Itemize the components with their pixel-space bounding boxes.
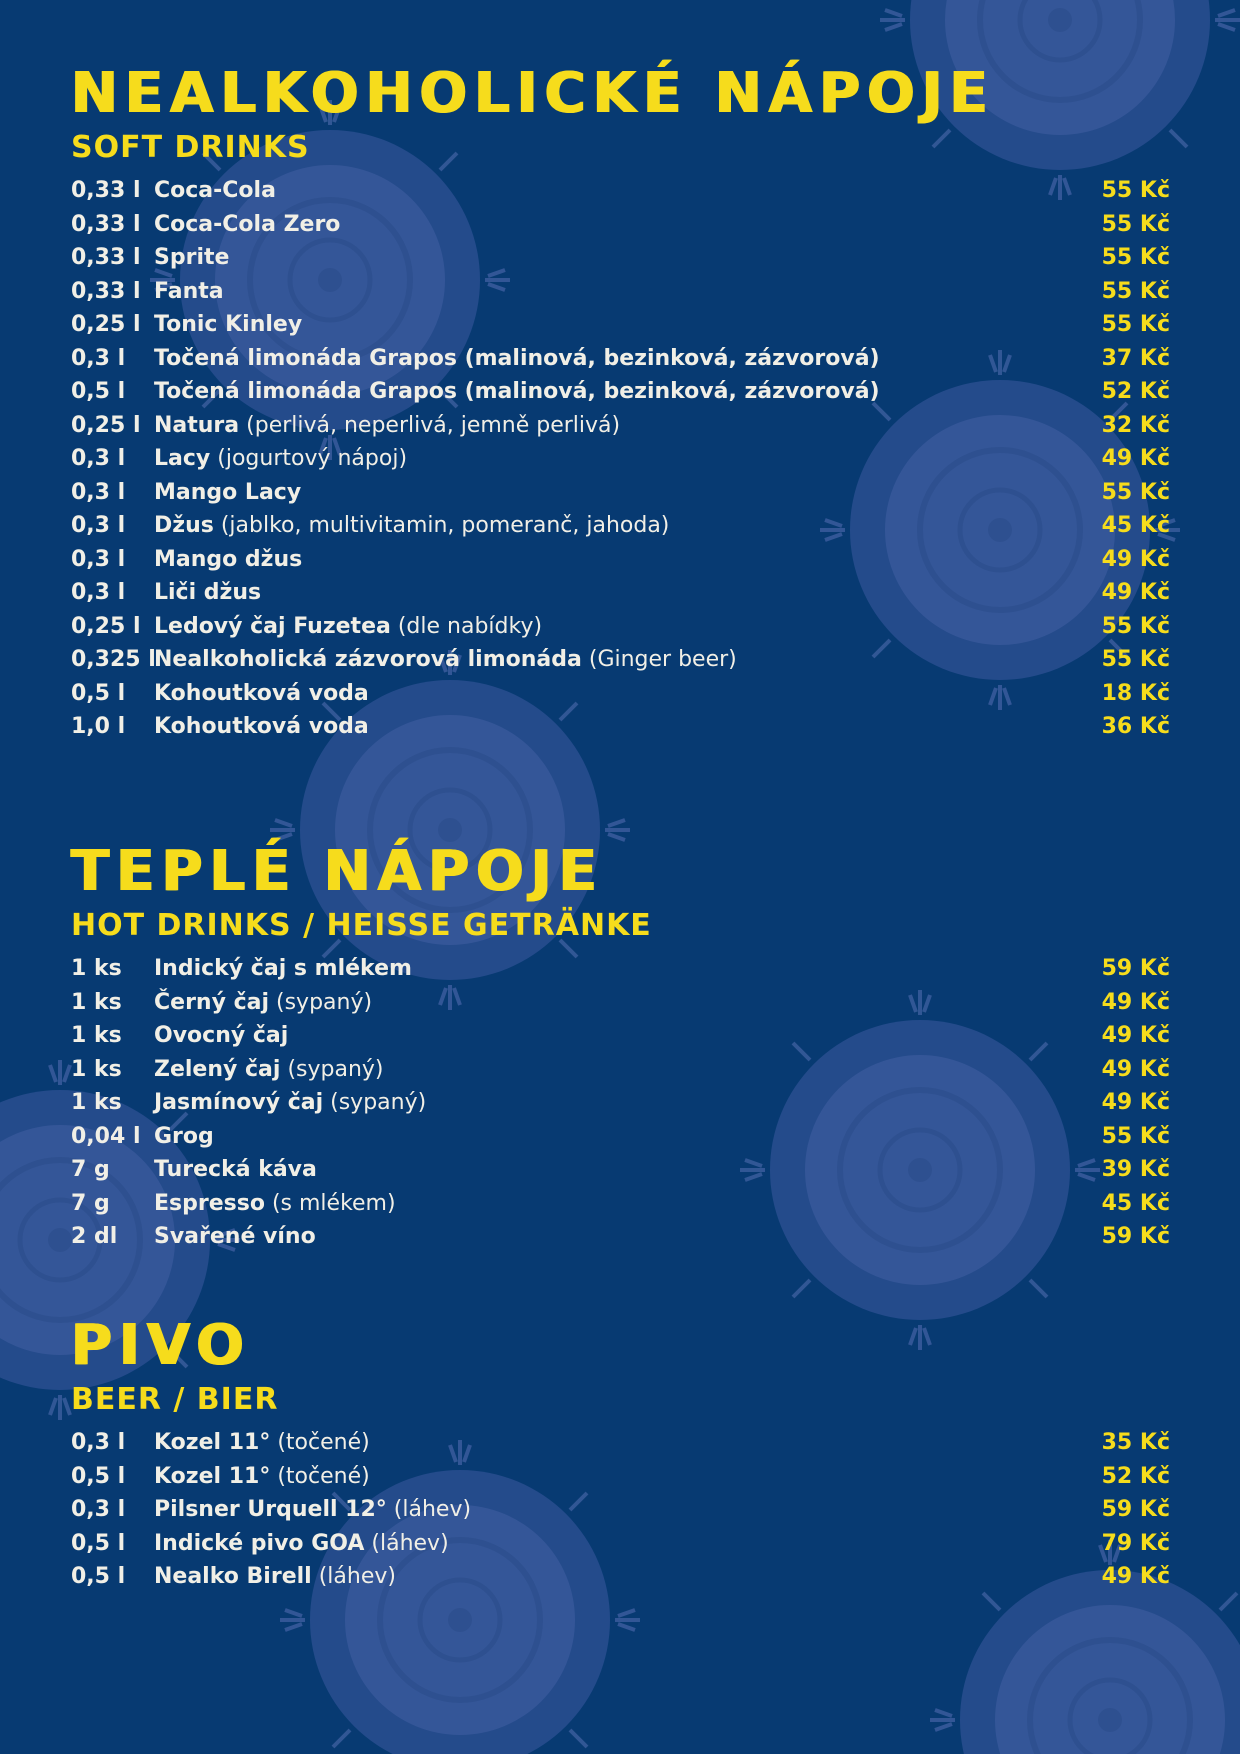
item-name: Svařené víno xyxy=(154,1224,316,1249)
menu-item xyxy=(71,986,1170,1020)
menu-list xyxy=(71,174,1170,744)
item-price: 45 Kč xyxy=(1101,1190,1170,1216)
item-quantity: 0,5 l xyxy=(71,680,126,706)
item-price: 52 Kč xyxy=(1101,379,1170,404)
menu-item xyxy=(71,1460,1170,1494)
menu-item xyxy=(71,342,1170,376)
item-name: Točená limonáda Grapos (malinová, bezinková, zázvorová) xyxy=(154,345,880,371)
item-name: Indické pivo GOA xyxy=(154,1530,365,1556)
item-price: 55 Kč xyxy=(1101,178,1170,203)
menu-item xyxy=(71,1560,1170,1594)
item-price: 49 Kč xyxy=(1101,1090,1170,1115)
item-name-wrapper xyxy=(154,677,369,711)
item-name: Kohoutková voda xyxy=(154,714,369,739)
menu-item xyxy=(71,241,1170,275)
item-quantity: 1 ks xyxy=(71,1056,122,1082)
item-note: (sypaný) xyxy=(330,1090,427,1115)
item-quantity: 0,325 l xyxy=(71,647,156,672)
item-quantity: 1 ks xyxy=(71,1090,122,1115)
item-name-wrapper xyxy=(154,1019,288,1053)
item-name-wrapper xyxy=(154,1120,214,1154)
item-name: Ovocný čaj xyxy=(154,1023,289,1048)
item-name: Jasmínový čaj xyxy=(154,1090,324,1115)
item-name: Natura xyxy=(154,412,240,438)
menu-item xyxy=(71,710,1170,744)
item-price: 45 Kč xyxy=(1101,513,1170,538)
menu-list xyxy=(71,952,1170,1254)
item-name-wrapper xyxy=(154,509,669,543)
item-name: Mango Lacy xyxy=(154,479,302,505)
item-name: Zelený čaj xyxy=(154,1056,281,1082)
item-quantity: 7 g xyxy=(71,1157,110,1182)
item-name: Nealkoholická zázvorová limonáda xyxy=(154,647,582,672)
item-quantity: 0,33 l xyxy=(71,178,141,203)
menu-item xyxy=(71,1019,1170,1053)
menu-item xyxy=(71,308,1170,342)
item-name-wrapper xyxy=(154,275,224,309)
item-note: (sypaný) xyxy=(287,1056,384,1082)
item-name-wrapper xyxy=(154,375,880,409)
item-name-wrapper xyxy=(154,1527,449,1561)
item-price: 49 Kč xyxy=(1101,446,1170,471)
item-price: 39 Kč xyxy=(1101,1157,1170,1182)
item-quantity: 0,3 l xyxy=(71,546,126,572)
menu-item xyxy=(71,1053,1170,1087)
item-price: 32 Kč xyxy=(1101,412,1170,438)
item-name-wrapper xyxy=(154,952,412,986)
item-note: (dle nabídky) xyxy=(397,613,543,639)
item-name-wrapper xyxy=(154,442,407,476)
item-name-wrapper xyxy=(154,208,340,242)
item-name-wrapper xyxy=(154,342,880,376)
item-quantity: 1 ks xyxy=(71,989,122,1015)
item-note: (Ginger beer) xyxy=(588,647,737,672)
menu-item xyxy=(71,442,1170,476)
item-name: Ledový čaj Fuzetea xyxy=(154,613,391,639)
section-title: NEALKOHOLICKÉ NÁPOJE xyxy=(71,61,995,126)
item-price: 55 Kč xyxy=(1101,245,1170,270)
item-name-wrapper xyxy=(154,1153,317,1187)
section-subtitle: HOT DRINKS / HEISSE GETRÄNKE xyxy=(71,908,652,943)
item-name: Lacy xyxy=(154,446,211,471)
menu-item xyxy=(71,1086,1170,1120)
section-subtitle: BEER / BIER xyxy=(71,1382,279,1417)
item-name-wrapper xyxy=(154,1460,370,1494)
item-price: 49 Kč xyxy=(1101,1056,1170,1082)
item-name-wrapper xyxy=(154,1086,426,1120)
menu-item xyxy=(71,208,1170,242)
item-quantity: 0,5 l xyxy=(71,1530,126,1556)
item-name-wrapper xyxy=(154,643,737,677)
menu-item xyxy=(71,409,1170,443)
item-quantity: 0,04 l xyxy=(71,1123,141,1149)
item-quantity: 0,3 l xyxy=(71,1430,126,1455)
item-price: 49 Kč xyxy=(1101,580,1170,605)
item-note: (jablko, multivitamin, pomeranč, jahoda) xyxy=(220,513,670,538)
menu-item xyxy=(71,1426,1170,1460)
menu-list xyxy=(71,1426,1170,1594)
item-name: Kohoutková voda xyxy=(154,680,369,706)
item-quantity: 0,25 l xyxy=(71,613,141,639)
item-quantity: 0,3 l xyxy=(71,580,126,605)
item-price: 55 Kč xyxy=(1101,278,1170,304)
menu-item xyxy=(71,275,1170,309)
item-name-wrapper xyxy=(154,610,542,644)
item-price: 59 Kč xyxy=(1101,1497,1170,1522)
item-note: (točené) xyxy=(277,1463,370,1489)
item-quantity: 0,25 l xyxy=(71,312,141,337)
item-name-wrapper xyxy=(154,1187,396,1221)
item-note: (láhev) xyxy=(371,1530,449,1556)
menu-item xyxy=(71,576,1170,610)
menu-item xyxy=(71,375,1170,409)
item-name: Točená limonáda Grapos (malinová, bezinková, zázvorová) xyxy=(154,379,880,404)
item-name: Grog xyxy=(154,1123,214,1149)
item-name: Tonic Kinley xyxy=(154,312,303,337)
item-price: 55 Kč xyxy=(1101,312,1170,337)
item-quantity: 0,33 l xyxy=(71,211,141,237)
item-price: 49 Kč xyxy=(1101,1564,1170,1589)
section-hot-drinks xyxy=(71,840,1170,1254)
section-title: TEPLÉ NÁPOJE xyxy=(71,839,604,904)
item-name-wrapper xyxy=(154,308,302,342)
item-quantity: 0,3 l xyxy=(71,513,126,538)
item-quantity: 0,3 l xyxy=(71,345,126,371)
item-name-wrapper xyxy=(154,409,620,443)
menu-item xyxy=(71,1187,1170,1221)
item-quantity: 1 ks xyxy=(71,1023,122,1048)
menu-item xyxy=(71,1527,1170,1561)
item-quantity: 0,33 l xyxy=(71,278,141,304)
item-price: 49 Kč xyxy=(1101,1023,1170,1048)
menu-item xyxy=(71,174,1170,208)
item-price: 59 Kč xyxy=(1101,1224,1170,1249)
item-price: 55 Kč xyxy=(1101,1123,1170,1149)
menu-item xyxy=(71,643,1170,677)
item-note: (láhev) xyxy=(318,1564,396,1589)
item-name-wrapper xyxy=(154,1053,384,1087)
item-quantity: 0,25 l xyxy=(71,412,141,438)
item-name-wrapper xyxy=(154,1426,370,1460)
item-quantity: 0,5 l xyxy=(71,1463,126,1489)
item-note: (točené) xyxy=(277,1430,370,1455)
item-quantity: 0,33 l xyxy=(71,245,141,270)
item-name: Černý čaj xyxy=(154,989,270,1015)
item-name: Espresso xyxy=(154,1190,265,1216)
item-note: (láhev) xyxy=(393,1497,472,1522)
item-name-wrapper xyxy=(154,710,369,744)
section-soft-drinks xyxy=(71,62,1170,744)
section-beer xyxy=(71,1314,1170,1594)
item-price: 55 Kč xyxy=(1101,613,1170,639)
item-name: Turecká káva xyxy=(154,1157,317,1182)
item-price: 55 Kč xyxy=(1101,647,1170,672)
item-price: 18 Kč xyxy=(1101,680,1170,706)
menu-item xyxy=(71,476,1170,510)
item-name-wrapper xyxy=(154,1493,471,1527)
item-name: Mango džus xyxy=(154,546,303,572)
item-name: Fanta xyxy=(154,278,224,304)
item-name-wrapper xyxy=(154,543,302,577)
item-name-wrapper xyxy=(154,1560,396,1594)
menu-item xyxy=(71,677,1170,711)
item-name-wrapper xyxy=(154,986,372,1020)
menu-item xyxy=(71,1493,1170,1527)
item-price: 49 Kč xyxy=(1101,546,1170,572)
item-name: Džus xyxy=(154,513,214,538)
item-quantity: 0,3 l xyxy=(71,446,126,471)
item-name: Pilsner Urquell 12° xyxy=(154,1497,387,1522)
item-price: 59 Kč xyxy=(1101,956,1170,981)
item-name: Coca-Cola Zero xyxy=(154,211,341,237)
item-price: 35 Kč xyxy=(1101,1430,1170,1455)
item-name-wrapper xyxy=(154,476,301,510)
menu-item xyxy=(71,952,1170,986)
menu-item xyxy=(71,1153,1170,1187)
item-price: 36 Kč xyxy=(1101,714,1170,739)
item-price: 79 Kč xyxy=(1101,1530,1170,1556)
item-note: (sypaný) xyxy=(276,989,373,1015)
item-name: Sprite xyxy=(154,245,230,270)
menu-item xyxy=(71,610,1170,644)
item-note: (jogurtový nápoj) xyxy=(217,446,408,471)
menu-item xyxy=(71,1120,1170,1154)
menu-item xyxy=(71,1220,1170,1254)
item-quantity: 1 ks xyxy=(71,956,122,981)
item-name: Nealko Birell xyxy=(154,1564,312,1589)
item-name-wrapper xyxy=(154,174,276,208)
item-price: 49 Kč xyxy=(1101,989,1170,1015)
item-quantity: 0,5 l xyxy=(71,379,126,404)
item-name: Kozel 11° xyxy=(154,1463,271,1489)
item-name: Liči džus xyxy=(154,580,262,605)
menu-item xyxy=(71,543,1170,577)
item-note: (perlivá, neperlivá, jemně perlivá) xyxy=(246,412,621,438)
item-price: 37 Kč xyxy=(1101,345,1170,371)
item-name-wrapper xyxy=(154,576,261,610)
section-subtitle: SOFT DRINKS xyxy=(71,130,310,165)
item-quantity: 7 g xyxy=(71,1190,110,1216)
item-name: Coca-Cola xyxy=(154,178,276,203)
item-price: 52 Kč xyxy=(1101,1463,1170,1489)
menu-item xyxy=(71,509,1170,543)
item-name: Kozel 11° xyxy=(154,1430,271,1455)
item-name-wrapper xyxy=(154,1220,316,1254)
item-quantity: 0,5 l xyxy=(71,1564,126,1589)
item-price: 55 Kč xyxy=(1101,211,1170,237)
item-price: 55 Kč xyxy=(1101,479,1170,505)
item-name-wrapper xyxy=(154,241,229,275)
item-name: Indický čaj s mlékem xyxy=(154,956,412,981)
section-title: PIVO xyxy=(71,1313,251,1378)
item-quantity: 0,3 l xyxy=(71,1497,126,1522)
item-quantity: 1,0 l xyxy=(71,714,126,739)
item-quantity: 0,3 l xyxy=(71,479,126,505)
item-quantity: 2 dl xyxy=(71,1224,118,1249)
item-note: (s mlékem) xyxy=(271,1190,396,1216)
